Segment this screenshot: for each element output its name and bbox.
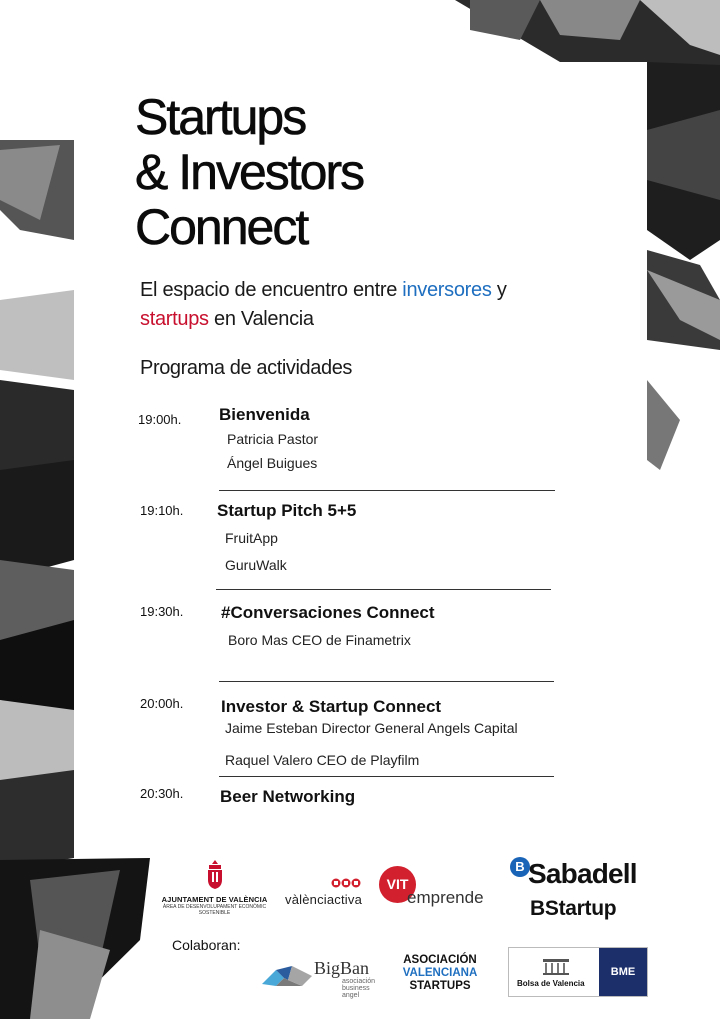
bolsa-name: Bolsa de Valencia <box>517 979 585 988</box>
valencia-activa-logo <box>285 876 380 910</box>
title-line: Startups <box>135 89 306 145</box>
bstartup-name: BStartup <box>530 897 617 920</box>
page-title <box>135 90 363 255</box>
divider <box>219 490 555 491</box>
schedule-item: Raquel Valero CEO de Playfilm <box>225 752 420 768</box>
asociacion-valenciana-startups-logo <box>394 954 486 993</box>
schedule-title: Startup Pitch 5+5 <box>217 501 357 520</box>
divider <box>219 776 554 777</box>
divider <box>216 589 551 590</box>
sabadell-logo <box>508 855 668 925</box>
bme-badge: BME <box>599 948 647 996</box>
ayuntamiento-sub: ÀREA DE DESENVOLUPAMENT ECONÒMIC SOSTENIBLE <box>162 904 267 916</box>
valencia-activa-mark-icon <box>331 876 361 890</box>
bigban-sub: asociación business angel <box>342 978 376 999</box>
subtitle-text: y <box>491 279 507 301</box>
program-heading: Programa de actividades <box>140 357 353 379</box>
bigban-mark-icon <box>262 962 314 992</box>
bigban-name: BigBan <box>314 958 370 978</box>
schedule-item: Patricia Pastor <box>227 431 319 447</box>
sabadell-badge: B <box>510 857 530 877</box>
highlight-inversores: inversores <box>402 279 492 301</box>
building-icon <box>541 956 571 976</box>
subtitle-text: El espacio de encuentro entre <box>140 279 403 301</box>
divider <box>219 681 554 682</box>
bolsa-valencia-logo <box>508 947 648 997</box>
bigban-logo <box>262 956 377 999</box>
subtitle-text: en Valencia <box>208 308 314 330</box>
asociacion-line: ASOCIACIÓN <box>403 954 477 966</box>
schedule-item: FruitApp <box>225 530 278 546</box>
colaboran-label: Colaboran: <box>172 937 241 953</box>
schedule-title: #Conversaciones Connect <box>221 603 435 622</box>
schedule-time: 19:00h. <box>138 412 182 427</box>
highlight-startups: startups <box>140 308 209 330</box>
title-line: & Investors <box>135 144 364 200</box>
valencia-activa-text: vàlènciactiva <box>285 892 363 907</box>
sabadell-name: Sabadell <box>528 858 637 889</box>
ayuntamiento-name: AJUNTAMENT DE VALÈNCIA <box>161 895 268 904</box>
crest-icon <box>204 860 226 890</box>
schedule-time: 20:00h. <box>140 696 184 711</box>
schedule-time: 19:30h. <box>140 604 184 619</box>
schedule-time: 19:10h. <box>140 503 184 518</box>
schedule-item: Ángel Buigues <box>227 455 318 471</box>
schedule-time: 20:30h. <box>140 786 184 801</box>
vit-text: emprende <box>407 888 484 907</box>
schedule-title: Bienvenida <box>219 405 310 424</box>
schedule-title: Beer Networking <box>220 787 356 806</box>
schedule-item: Boro Mas CEO de Finametrix <box>228 632 411 648</box>
subtitle <box>140 276 507 334</box>
title-line: Connect <box>135 199 308 255</box>
asociacion-line: STARTUPS <box>409 980 471 992</box>
asociacion-line: VALENCIANA <box>402 967 478 979</box>
schedule-item: GuruWalk <box>225 557 287 573</box>
vit-badge: VIT <box>379 866 416 903</box>
bolsa-panel <box>509 948 599 996</box>
vit-emprende-logo <box>379 866 489 912</box>
schedule-title: Investor & Startup Connect <box>221 697 442 716</box>
schedule-item: Jaime Esteban Director General Angels Capital <box>225 720 518 736</box>
ayuntamiento-logo <box>147 860 282 918</box>
